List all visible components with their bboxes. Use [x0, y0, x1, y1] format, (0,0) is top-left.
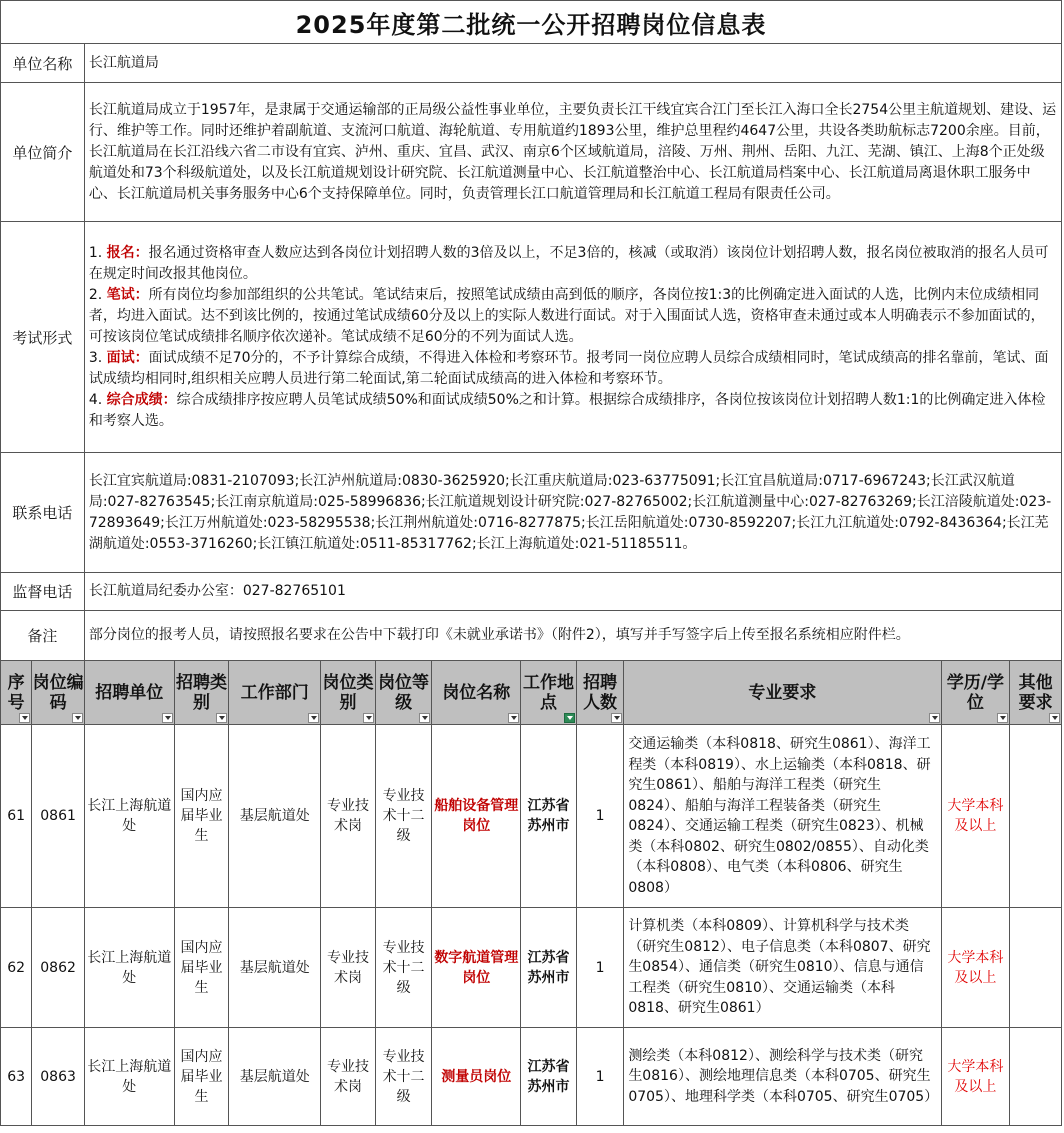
table-row: [1, 908, 1062, 1028]
header-unit[interactable]: 招聘单位: [84, 661, 174, 725]
exam-item-key: 综合成绩：: [106, 391, 177, 408]
header-ptype[interactable]: 岗位类别: [321, 661, 376, 725]
cell-position-name: 测量员岗位: [432, 1028, 521, 1126]
cell-count: 1: [576, 1028, 623, 1126]
exam-item: 3. 面试：面试成绩不足70分的，不予计算综合成绩，不得进入体检和考察环节。报考同一岗位应聘人员综合成绩相同时，笔试成绩高的排名靠前，笔试、面试成绩均相同时,组织相关应聘人员进行第二轮面试,第二轮面试成绩高的进入体检和考察环节。: [88, 349, 1049, 387]
header-code[interactable]: 岗位编码: [32, 661, 85, 725]
filter-dropdown-icon[interactable]: [1049, 713, 1060, 723]
table-row: [1, 1028, 1062, 1126]
cell-major: 测绘类（本科0812）、测绘科学与技术类（研究生0816）、测绘地理信息类（本科0705、研究生0705）、地理科学类（本科0705、研究生0705）: [624, 1028, 941, 1126]
cell-unit: 长江上海航道处: [84, 908, 174, 1028]
header-major[interactable]: 专业要求: [624, 661, 941, 725]
cell-seq: 61: [1, 725, 32, 908]
header-location[interactable]: 工作地点: [521, 661, 577, 725]
cell-dept: 基层航道处: [229, 908, 321, 1028]
cell-other: [1010, 725, 1062, 908]
cell-location: 江苏省苏州市: [521, 725, 577, 908]
exam-item-text: 报名通过资格审查人数应达到各岗位计划招聘人数的3倍及以上，不足3倍的，核减（或取消）该岗位计划招聘人数，报名岗位被取消的报名人员可在规定时间改报其他岗位。: [88, 244, 1049, 282]
cell-code: 0861: [32, 725, 85, 908]
exam-item: 2. 笔试：所有岗位均参加部组织的公共笔试。笔试结束后，按照笔试成绩由高到低的顺序，各岗位按1:3的比例确定进入面试的人选，比例内末位成绩相同者，均进入面试。达不到该比例的，按通过笔试成绩60分及以上的实际人数进行面试。对于入围面试人选，资格审查未通过或本人明确表示不参加面试的，可按该岗位笔试成绩排名顺序依次递补。笔试成绩不足60分的不列为面试人选。: [88, 286, 1045, 345]
cell-education: 大学本科及以上: [941, 725, 1010, 908]
header-other[interactable]: 其他要求: [1010, 661, 1062, 725]
intro-text: 长江航道局成立于1957年，是隶属于交通运输部的正局级公益性事业单位，主要负责长江干线宜宾合江门至长江入海口全长2754公里主航道规划、建设、运行、维护等工作。同时还维护着副航道、支流河口航道、海轮航道、专用航道约1893公里，维护总里程约4647公里，共设各类助航标志7200余座。目前，长江航道局在长江沿线六省二市设有宜宾、泸州、重庆、宜昌、武汉、南京6个区域航道局，涪陵、万州、荆州、岳阳、九江、芜湖、镇江、上海8个正处级航道处和73个科级航道处，以及长江航道规划设计研究院、长江航道测量中心、长江航道整治中心、长江航道局档案中心、长江航道局离退休职工服务中心、长江航道局机关事务服务中心6个支持保障单位。同时，负责管理长江口航道管理局和长江航道工程局有限责任公司。: [84, 83, 1061, 222]
cell-education: 大学本科及以上: [941, 908, 1010, 1028]
cell-major: 交通运输类（本科0818、研究生0861）、海洋工程类（本科0819）、水上运输类（本科0818、研究生0861）、船舶与海洋工程类（研究生0824）、船舶与海洋工程装备类（研究生0824）、交通运输工程类（研究生0823）、机械类（本科0802、研究生0802/0855）、自动化类（本科0808）、电气类（本科0806、研究生0808）: [624, 725, 941, 908]
cell-code: 0863: [32, 1028, 85, 1126]
cell-major: 计算机类（本科0809）、计算机科学与技术类（研究生0812）、电子信息类（本科0807、研究生0854）、通信类（研究生0810）、信息与通信工程类（研究生0810）、交通运输类（本科0818、研究生0861）: [624, 908, 941, 1028]
filter-dropdown-icon[interactable]: [72, 713, 83, 723]
unit-value: 长江航道局: [84, 44, 1061, 83]
cell-count: 1: [576, 908, 623, 1028]
remark-label: 备注: [1, 611, 85, 661]
page-title: 2025年度第二批统一公开招聘岗位信息表: [1, 1, 1062, 44]
filter-dropdown-icon[interactable]: [19, 713, 30, 723]
cell-seq: 62: [1, 908, 32, 1028]
cell-unit: 长江上海航道处: [84, 725, 174, 908]
header-category[interactable]: 招聘类别: [174, 661, 229, 725]
cell-dept: 基层航道处: [229, 1028, 321, 1126]
exam-label: 考试形式: [1, 222, 85, 453]
exam-item: 1. 报名：报名通过资格审查人数应达到各岗位计划招聘人数的3倍及以上，不足3倍的，核减（或取消）该岗位计划招聘人数，报名岗位被取消的报名人员可在规定时间改报其他岗位。: [88, 244, 1049, 282]
exam-item-text: 所有岗位均参加部组织的公共笔试。笔试结束后，按照笔试成绩由高到低的顺序，各岗位按1:3的比例确定进入面试的人选，比例内末位成绩相同者，均进入面试。达不到该比例的，按通过笔试成绩60分及以上的实际人数进行面试。对于入围面试人选，资格审查未通过或本人明确表示不参加面试的，可按该岗位笔试成绩排名顺序依次递补。笔试成绩不足60分的不列为面试人选。: [88, 286, 1045, 345]
cell-seq: 63: [1, 1028, 32, 1126]
filter-dropdown-icon[interactable]: [508, 713, 519, 723]
cell-dept: 基层航道处: [229, 725, 321, 908]
header-level[interactable]: 岗位等级: [375, 661, 432, 725]
cell-count: 1: [576, 725, 623, 908]
cell-position-name: 船舶设备管理岗位: [432, 725, 521, 908]
cell-category: 国内应届毕业生: [174, 725, 229, 908]
header-dept[interactable]: 工作部门: [229, 661, 321, 725]
supervise-value: 长江航道局纪委办公室：027-82765101: [84, 573, 1061, 611]
exam-item-text: 综合成绩排序按应聘人员笔试成绩50%和面试成绩50%之和计算。根据综合成绩排序，各岗位按该岗位计划招聘人数1:1的比例确定进入体检和考察人选。: [88, 391, 1046, 429]
contact-text: 长江宜宾航道局:0831-2107093;长江泸州航道局:0830-3625920;长江重庆航道局:023-63775091;长江宜昌航道局:0717-6967243;长江武汉航道局:027-82763545;长江南京航道局:025-58996836;长江航道规划设计研究院:027-82765002;长江航道测量中心:027-82763269;长江涪陵航道处:023-72893649;长江万州航道处:023-58295538;长江荆州航道处:0716-8277875;长江岳阳航道处:0730-8592207;长江九江航道处:0792-8436364;长江芜湖航道处:0553-3716260;长江镇江航道处:0511-85317762;长江上海航道处:021-51185511。: [84, 453, 1061, 573]
filter-dropdown-icon[interactable]: [363, 713, 374, 723]
filter-dropdown-icon[interactable]: [216, 713, 227, 723]
cell-location: 江苏省苏州市: [521, 1028, 577, 1126]
cell-level: 专业技术十二级: [375, 908, 432, 1028]
exam-item-text: 面试成绩不足70分的，不予计算综合成绩，不得进入体检和考察环节。报考同一岗位应聘人员综合成绩相同时，笔试成绩高的排名靠前，笔试、面试成绩均相同时,组织相关应聘人员进行第二轮面试,第二轮面试成绩高的进入体检和考察环节。: [88, 349, 1049, 387]
cell-other: [1010, 1028, 1062, 1126]
cell-other: [1010, 908, 1062, 1028]
cell-position-name: 数字航道管理岗位: [432, 908, 521, 1028]
table-row: [1, 725, 1062, 908]
filter-dropdown-icon[interactable]: [162, 713, 173, 723]
contact-label: 联系电话: [1, 453, 85, 573]
cell-ptype: 专业技术岗: [321, 1028, 376, 1126]
filter-dropdown-icon[interactable]: [997, 713, 1008, 723]
exam-content: [84, 222, 1061, 453]
unit-label: 单位名称: [1, 44, 85, 83]
filter-dropdown-icon[interactable]: [929, 713, 940, 723]
exam-item-key: 面试：: [106, 349, 149, 366]
cell-unit: 长江上海航道处: [84, 1028, 174, 1126]
cell-location: 江苏省苏州市: [521, 908, 577, 1028]
filter-dropdown-icon[interactable]: [611, 713, 622, 723]
header-edu[interactable]: 学历/学位: [941, 661, 1010, 725]
cell-ptype: 专业技术岗: [321, 908, 376, 1028]
filter-dropdown-icon[interactable]: [419, 713, 430, 723]
cell-level: 专业技术十二级: [375, 725, 432, 908]
header-name[interactable]: 岗位名称: [432, 661, 521, 725]
cell-category: 国内应届毕业生: [174, 908, 229, 1028]
cell-education: 大学本科及以上: [941, 1028, 1010, 1126]
cell-level: 专业技术十二级: [375, 1028, 432, 1126]
filter-dropdown-icon[interactable]: [308, 713, 319, 723]
cell-category: 国内应届毕业生: [174, 1028, 229, 1126]
exam-item: 4. 综合成绩：综合成绩排序按应聘人员笔试成绩50%和面试成绩50%之和计算。根据综合成绩排序，各岗位按该岗位计划招聘人数1:1的比例确定进入体检和考察人选。: [88, 391, 1046, 429]
exam-item-key: 笔试：: [106, 286, 149, 303]
remark-value: 部分岗位的报考人员，请按照报名要求在公告中下载打印《未就业承诺书》（附件2），填写并手写签字后上传至报名系统相应附件栏。: [84, 611, 1061, 661]
header-count[interactable]: 招聘人数: [576, 661, 623, 725]
exam-item-key: 报名：: [106, 244, 149, 261]
supervise-label: 监督电话: [1, 573, 85, 611]
cell-ptype: 专业技术岗: [321, 725, 376, 908]
filter-active-icon[interactable]: [564, 713, 575, 723]
header-seq[interactable]: 序号: [1, 661, 32, 725]
intro-label: 单位简介: [1, 83, 85, 222]
cell-code: 0862: [32, 908, 85, 1028]
